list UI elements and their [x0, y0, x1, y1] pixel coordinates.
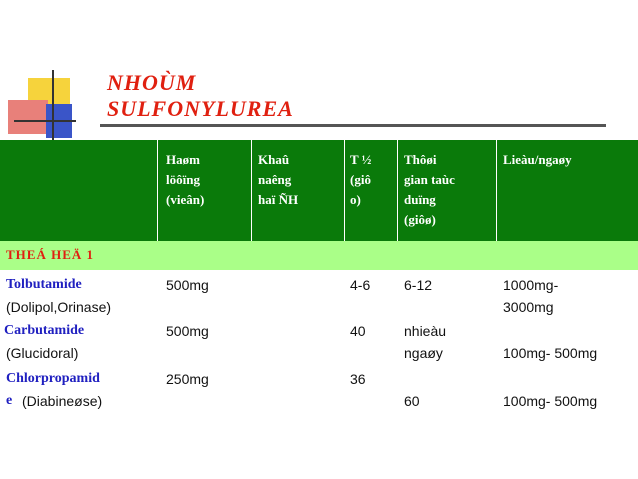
- duration-cell: 6-12: [404, 277, 433, 293]
- drug-brands: (Diabineøse): [22, 393, 103, 409]
- column-divider: [397, 140, 398, 241]
- duration-cell: 60: [404, 393, 420, 409]
- drug-brands: (Dolipol,Orinase): [6, 299, 112, 315]
- drug-name: Tolbutamide: [6, 277, 82, 292]
- title-underline: [100, 124, 606, 127]
- duration-cell: nhieàu ngaøy: [404, 323, 447, 361]
- header-dose: Haøm löôïng (vieân): [166, 152, 205, 207]
- column-divider: [344, 140, 345, 241]
- decor-vertical-line: [52, 70, 54, 142]
- slide-title: [107, 70, 294, 122]
- group-label: THEÁ HEÄ 1: [6, 247, 95, 262]
- header-daily-dose: Lieàu/ngaøy: [503, 152, 572, 167]
- table-header: [0, 140, 638, 241]
- slide-title-line2: SULFONYLUREA: [107, 96, 294, 121]
- decor-horizontal-line: [14, 120, 76, 122]
- daily-dose-cell: 100mg- 500mg: [503, 393, 598, 409]
- drug-name-continued: e: [6, 393, 13, 408]
- header-half-life: T ½ (giô o): [350, 152, 372, 207]
- drug-brands: (Glucidoral): [6, 345, 79, 361]
- header-glucose-lowering: Khaû naêng haï ÑH: [258, 152, 299, 207]
- half-life-cell: 40: [350, 323, 366, 339]
- column-divider: [496, 140, 497, 241]
- dose-cell: 500mg: [166, 323, 209, 339]
- half-life-cell: 36: [350, 371, 366, 387]
- group-row: [0, 241, 638, 270]
- dose-cell: 250mg: [166, 371, 209, 387]
- drug-name: Chlorpropamid: [6, 371, 100, 386]
- dose-cell: 500mg: [166, 277, 209, 293]
- drug-name: Carbutamide: [4, 323, 85, 338]
- daily-dose-cell: 100mg- 500mg: [503, 345, 598, 361]
- column-divider: [251, 140, 252, 241]
- header-duration: Thôøi gian taùc duïng (giôø): [404, 152, 455, 227]
- daily-dose-cell: 1000mg- 3000mg: [503, 277, 559, 315]
- column-divider: [157, 140, 158, 241]
- slide-title-line1: NHOÙM: [107, 70, 197, 95]
- decor-red-square: [8, 100, 48, 134]
- half-life-cell: 4-6: [350, 277, 371, 293]
